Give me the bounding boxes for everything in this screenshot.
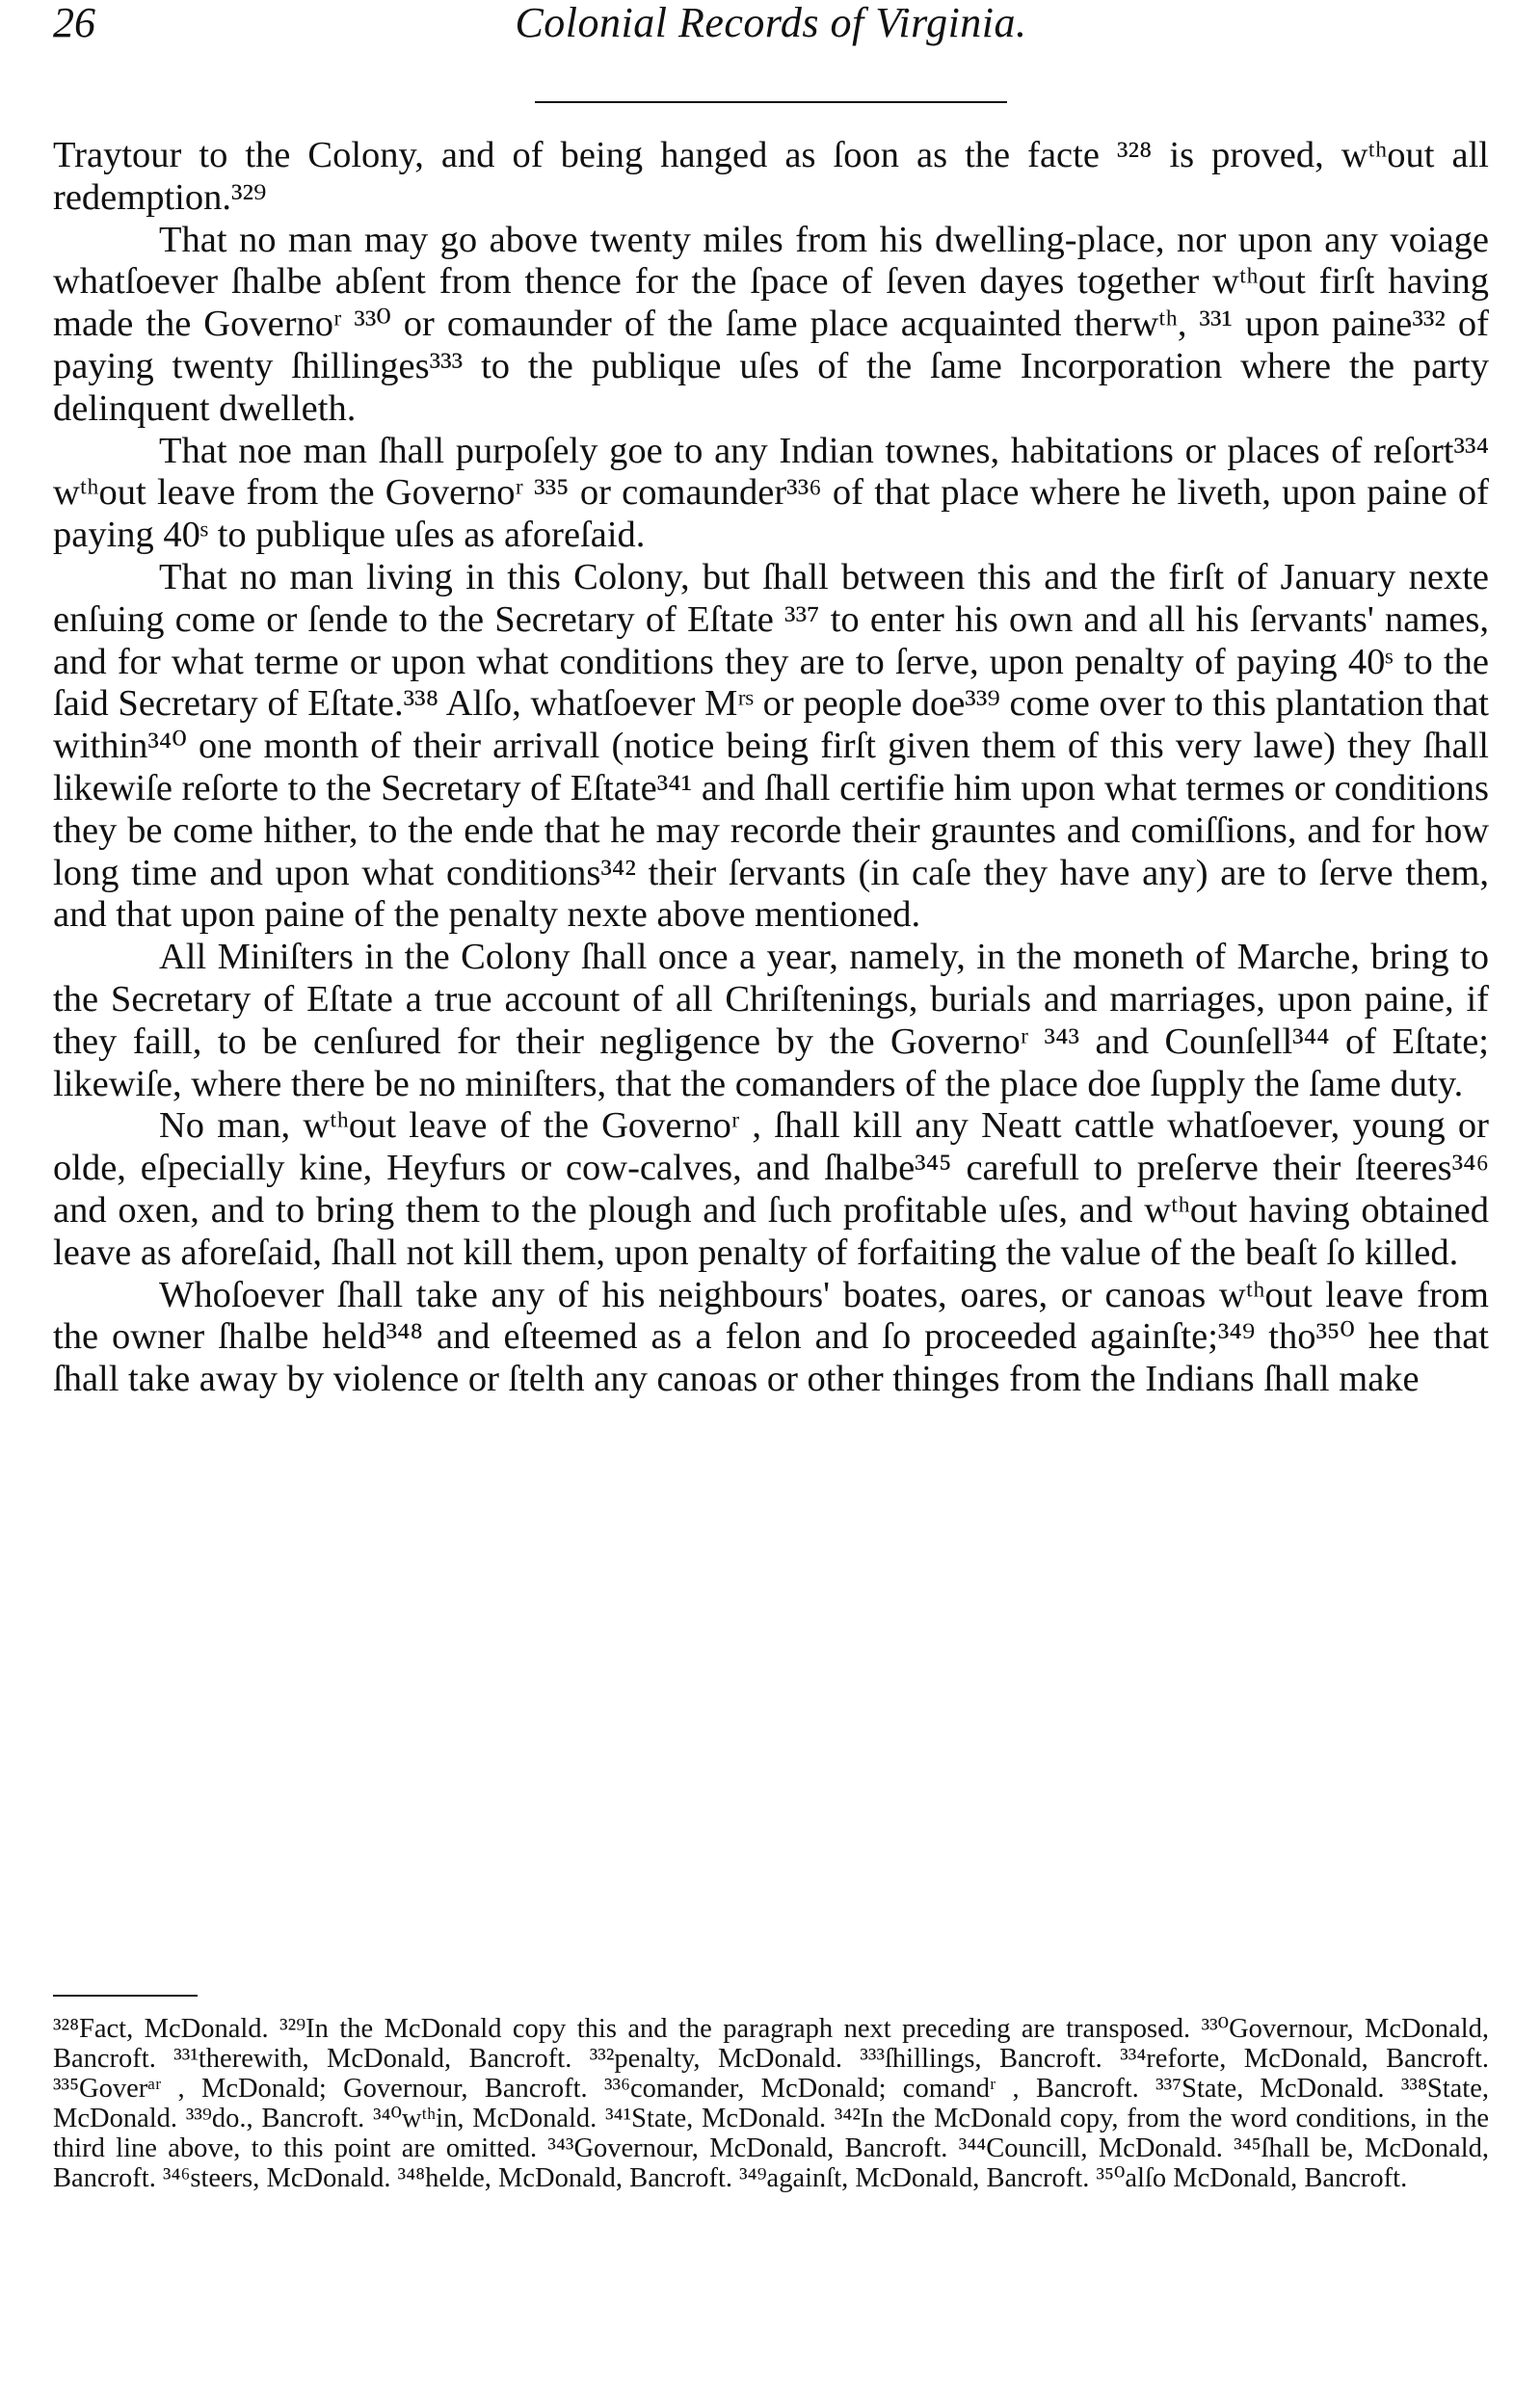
paragraph-1: Traytour to the Colony, and of being hanged as ſoon as the facte ³²⁸ is proved, wᵗʰout all redemption.³²⁹	[53, 135, 1489, 218]
paragraph-6: No man, wᵗʰout leave of the Governoʳ , ſhall kill any Neatt cattle whatſoever, young or olde, eſpecially kine, Heyfurs or cow-calves, and ſhalbe³⁴⁵ carefull to preſerve their ſteeres³⁴⁶ and oxen, and to bring them to the plough and ſuch profitable uſes, and wᵗʰout having obtained leave as aforeſaid, ſhall not kill them, upon penalty of forfaiting the value of the beaſt ſo killed.	[53, 1105, 1489, 1273]
paragraph-4: That no man living in this Colony, but ſhall between this and the firſt of January nexte enſuing come or ſende to the Secretary of Eſtate ³³⁷ to enter his own and all his ſervants' names, and for what terme or upon what conditions they are to ſerve, upon penalty of paying 40ˢ to the ſaid Secretary of Eſtate.³³⁸ Alſo, whatſoever Mʳˢ or people doe³³⁹ come over to this plantation that within³⁴⁰ one month of their arrivall (notice being firſt given them of this very lawe) they ſhall likewiſe reſorte to the Secretary of Eſtate³⁴¹ and ſhall certifie him upon what termes or conditions they be come hither, to the ende that he may recorde their grauntes and comiſſions, and for how long time and upon what conditions³⁴² their ſervants (in caſe they have any) are to ſerve them, and that upon paine of the penalty nexte above mentioned.	[53, 556, 1489, 936]
paragraph-7: Whoſoever ſhall take any of his neighbours' boates, oares, or canoas wᵗʰout leave from the owner ſhalbe held³⁴⁸ and eſteemed as a felon and ſo proceeded againſte;³⁴⁹ tho³⁵⁰ hee that ſhall take away by violence or ſtelth any canoas or other thinges from the Indians ſhall make	[53, 1274, 1489, 1400]
running-head: Colonial Records of Virginia.	[515, 0, 1027, 46]
page-header	[53, 0, 1489, 67]
footnotes: ³²⁸Fact, McDonald. ³²⁹In the McDonald copy this and the paragraph next preceding are transposed. ³³⁰Governour, McDonald, Bancroft. ³³¹therewith, McDonald, Bancroft. ³³²penalty, McDonald. ³³³ſhillings, Bancroft. ³³⁴reforte, McDonald, Bancroft. ³³⁵Goverᵃʳ , McDonald; Governour, Bancroft. ³³⁶comander, McDonald; comandʳ , Bancroft. ³³⁷State, McDonald. ³³⁸State, McDonald. ³³⁹do., Bancroft. ³⁴⁰wᵗʰin, McDonald. ³⁴¹State, McDonald. ³⁴²In the McDonald copy, from the word conditions, in the third line above, to this point are omitted. ³⁴³Governour, McDonald, Bancroft. ³⁴⁴Councill, McDonald. ³⁴⁵ſhall be, McDonald, Bancroft. ³⁴⁶steers, McDonald. ³⁴⁸helde, McDonald, Bancroft. ³⁴⁹againſt, McDonald, Bancroft. ³⁵⁰alſo McDonald, Bancroft.	[53, 2014, 1489, 2193]
book-page	[53, 0, 1489, 2384]
paragraph-2: That no man may go above twenty miles from his dwelling-place, nor upon any voiage whatſoever ſhalbe abſent from thence for the ſpace of ſeven dayes together wᵗʰout firſt having made the Governoʳ ³³⁰ or comaunder of the ſame place acquainted therwᵗʰ, ³³¹ upon paine³³² of paying twenty ſhillinges³³³ to the publique uſes of the ſame Incorporation where the party delinquent dwelleth.	[53, 219, 1489, 429]
paragraph-3: That noe man ſhall purpoſely goe to any Indian townes, habitations or places of reſort³³⁴ wᵗʰout leave from the Governoʳ ³³⁵ or comaunder³³⁶ of that place where he liveth, upon paine of paying 40ˢ to publique uſes as aforeſaid.	[53, 430, 1489, 556]
body-text	[53, 135, 1489, 1401]
header-rule	[535, 101, 1007, 103]
footnote-rule	[53, 1995, 198, 1997]
page-number: 26	[53, 0, 95, 46]
paragraph-5: All Miniſters in the Colony ſhall once a year, namely, in the moneth of Marche, bring to the Secretary of Eſtate a true account of all Chriſtenings, burials and marriages, upon paine, if they faill, to be cenſured for their negligence by the Governoʳ ³⁴³ and Counſell³⁴⁴ of Eſtate; likewiſe, where there be no miniſters, that the comanders of the place doe ſupply the ſame duty.	[53, 937, 1489, 1104]
